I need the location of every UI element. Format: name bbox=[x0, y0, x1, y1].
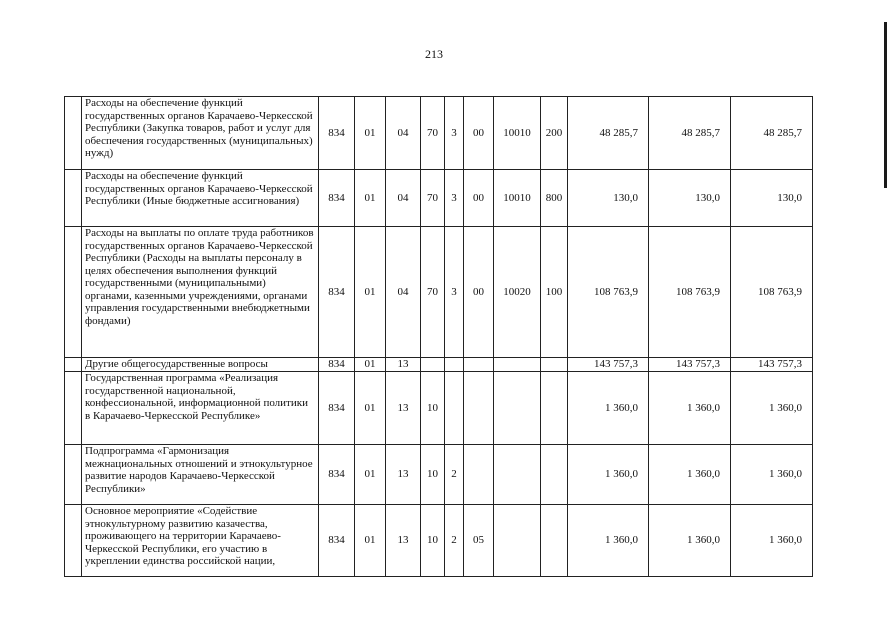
section-code: 01 bbox=[355, 445, 386, 505]
ved-code: 834 bbox=[319, 505, 355, 577]
amount-year-1: 130,0 bbox=[568, 170, 649, 227]
expense-type-code: 100 bbox=[541, 227, 568, 358]
row-number-cell bbox=[65, 170, 82, 227]
program-code: 70 bbox=[421, 227, 445, 358]
table-row bbox=[65, 372, 813, 445]
section-code: 01 bbox=[355, 358, 386, 372]
direction-code bbox=[494, 372, 541, 445]
item-name: Расходы на обеспечение функций государственных органов Карачаево-Черкесской Республики (Иные бюджетные ассигнования) bbox=[82, 170, 319, 227]
section-code: 01 bbox=[355, 372, 386, 445]
program-code: 70 bbox=[421, 97, 445, 170]
row-number-cell bbox=[65, 505, 82, 577]
program-code: 10 bbox=[421, 372, 445, 445]
main-activity-code: 00 bbox=[464, 170, 494, 227]
program-code bbox=[421, 358, 445, 372]
amount-year-1: 48 285,7 bbox=[568, 97, 649, 170]
direction-code: 10010 bbox=[494, 170, 541, 227]
amount-year-3: 1 360,0 bbox=[731, 445, 813, 505]
direction-code bbox=[494, 505, 541, 577]
subsection-code: 04 bbox=[386, 97, 421, 170]
amount-year-2: 48 285,7 bbox=[649, 97, 731, 170]
main-activity-code: 05 bbox=[464, 505, 494, 577]
subsection-code: 13 bbox=[386, 358, 421, 372]
item-name: Подпрограмма «Гармонизация межнациональных отношений и этнокультурное развитие народов Карачаево-Черкесской Республики» bbox=[82, 445, 319, 505]
row-number-cell bbox=[65, 97, 82, 170]
ved-code: 834 bbox=[319, 227, 355, 358]
amount-year-3: 1 360,0 bbox=[731, 505, 813, 577]
ved-code: 834 bbox=[319, 170, 355, 227]
subsection-code: 04 bbox=[386, 170, 421, 227]
table-row bbox=[65, 170, 813, 227]
subprogram-code: 3 bbox=[445, 227, 464, 358]
section-code: 01 bbox=[355, 505, 386, 577]
amount-year-3: 130,0 bbox=[731, 170, 813, 227]
direction-code bbox=[494, 358, 541, 372]
amount-year-2: 1 360,0 bbox=[649, 372, 731, 445]
amount-year-1: 1 360,0 bbox=[568, 372, 649, 445]
expense-type-code: 200 bbox=[541, 97, 568, 170]
row-number-cell bbox=[65, 227, 82, 358]
main-activity-code: 00 bbox=[464, 97, 494, 170]
subsection-code: 13 bbox=[386, 505, 421, 577]
table-row bbox=[65, 505, 813, 577]
program-code: 10 bbox=[421, 445, 445, 505]
table-row bbox=[65, 358, 813, 372]
subprogram-code bbox=[445, 372, 464, 445]
amount-year-2: 1 360,0 bbox=[649, 445, 731, 505]
item-name: Другие общегосударственные вопросы bbox=[82, 358, 319, 372]
expense-type-code bbox=[541, 358, 568, 372]
subsection-code: 13 bbox=[386, 372, 421, 445]
amount-year-1: 1 360,0 bbox=[568, 505, 649, 577]
budget-table bbox=[64, 96, 813, 577]
main-activity-code bbox=[464, 372, 494, 445]
page-number: 213 bbox=[425, 47, 443, 61]
item-name: Государственная программа «Реализация государственной национальной, конфессиональной, информационной политики в Карачаево-Черкесской Республике» bbox=[82, 372, 319, 445]
row-number-cell bbox=[65, 445, 82, 505]
amount-year-2: 130,0 bbox=[649, 170, 731, 227]
direction-code bbox=[494, 445, 541, 505]
ved-code: 834 bbox=[319, 445, 355, 505]
ved-code: 834 bbox=[319, 372, 355, 445]
direction-code: 10020 bbox=[494, 227, 541, 358]
table-row bbox=[65, 97, 813, 170]
subprogram-code bbox=[445, 358, 464, 372]
section-code: 01 bbox=[355, 170, 386, 227]
row-number-cell bbox=[65, 358, 82, 372]
section-code: 01 bbox=[355, 97, 386, 170]
item-name: Расходы на выплаты по оплате труда работников государственных органов Карачаево-Черкесской Республики (Расходы на выплаты персоналу в целях обеспечения выполнения функций государственными (муниципальными) органами, казенными учреждениями, органами управления государственными внебюджетными фондами) bbox=[82, 227, 319, 358]
direction-code: 10010 bbox=[494, 97, 541, 170]
amount-year-2: 143 757,3 bbox=[649, 358, 731, 372]
amount-year-1: 1 360,0 bbox=[568, 445, 649, 505]
ved-code: 834 bbox=[319, 358, 355, 372]
main-activity-code: 00 bbox=[464, 227, 494, 358]
expense-type-code: 800 bbox=[541, 170, 568, 227]
subprogram-code: 2 bbox=[445, 505, 464, 577]
amount-year-2: 108 763,9 bbox=[649, 227, 731, 358]
expense-type-code bbox=[541, 505, 568, 577]
subsection-code: 13 bbox=[386, 445, 421, 505]
main-activity-code bbox=[464, 445, 494, 505]
amount-year-3: 108 763,9 bbox=[731, 227, 813, 358]
amount-year-3: 48 285,7 bbox=[731, 97, 813, 170]
table-row bbox=[65, 445, 813, 505]
section-code: 01 bbox=[355, 227, 386, 358]
amount-year-3: 1 360,0 bbox=[731, 372, 813, 445]
expense-type-code bbox=[541, 372, 568, 445]
item-name: Основное мероприятие «Содействие этнокультурному развитию казачества, проживающего на территории Карачаево-Черкесской Республики, его участию в укреплении единства российской нации, bbox=[82, 505, 319, 577]
program-code: 70 bbox=[421, 170, 445, 227]
ved-code: 834 bbox=[319, 97, 355, 170]
amount-year-2: 1 360,0 bbox=[649, 505, 731, 577]
item-name: Расходы на обеспечение функций государственных органов Карачаево-Черкесской Республики (Закупка товаров, работ и услуг для обеспечения государственных (муниципальных) нужд) bbox=[82, 97, 319, 170]
subsection-code: 04 bbox=[386, 227, 421, 358]
expense-type-code bbox=[541, 445, 568, 505]
amount-year-1: 108 763,9 bbox=[568, 227, 649, 358]
scan-edge-mark bbox=[884, 22, 887, 188]
amount-year-1: 143 757,3 bbox=[568, 358, 649, 372]
amount-year-3: 143 757,3 bbox=[731, 358, 813, 372]
main-activity-code bbox=[464, 358, 494, 372]
subprogram-code: 2 bbox=[445, 445, 464, 505]
program-code: 10 bbox=[421, 505, 445, 577]
subprogram-code: 3 bbox=[445, 170, 464, 227]
subprogram-code: 3 bbox=[445, 97, 464, 170]
table-row bbox=[65, 227, 813, 358]
row-number-cell bbox=[65, 372, 82, 445]
